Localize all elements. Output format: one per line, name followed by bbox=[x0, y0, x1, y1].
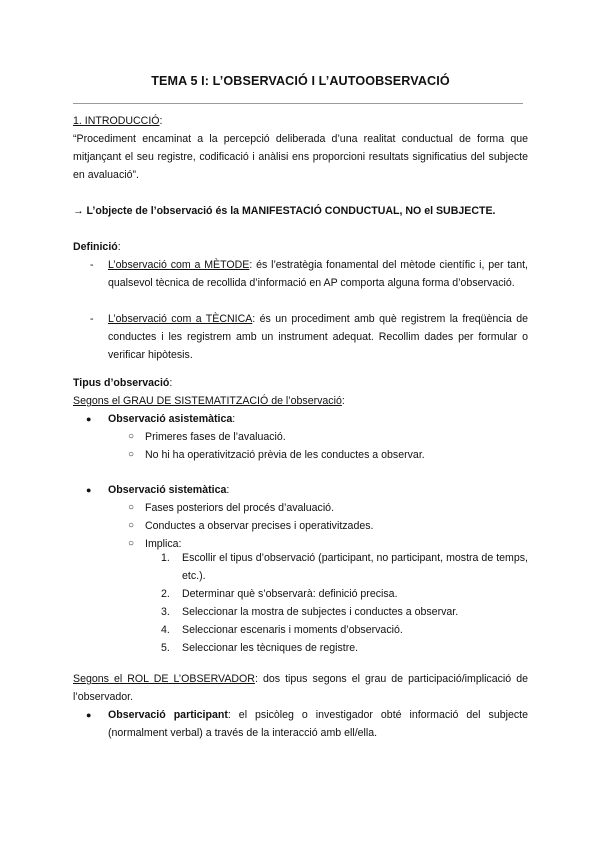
participant-label: Observació participant bbox=[108, 709, 228, 721]
asystematic-item bbox=[86, 410, 528, 428]
circle-marker: ○ bbox=[128, 520, 135, 531]
list-item bbox=[128, 517, 528, 535]
intro-heading: 1. INTRODUCCIÓ bbox=[73, 115, 160, 127]
definition-heading-line bbox=[73, 238, 528, 256]
step-text: Determinar què s’observarà: definició precisa. bbox=[182, 588, 398, 600]
list-item-text: Implica: bbox=[145, 538, 182, 550]
step-number: 5. bbox=[161, 642, 170, 654]
role-heading: Segons el ROL DE L’OBSERVADOR bbox=[73, 673, 255, 685]
systematization-heading: Segons el GRAU DE SISTEMATITZACIÓ de l’observació bbox=[73, 395, 342, 407]
circle-marker: ○ bbox=[128, 449, 135, 460]
numbered-step bbox=[161, 639, 528, 657]
systematization-heading-suffix: : bbox=[341, 395, 345, 407]
asystematic-label: Observació asistemàtica bbox=[108, 413, 233, 425]
list-item bbox=[128, 428, 528, 446]
participant-text: : el psicòleg o investigador obté informació del subjecte (normalment verbal) a través de la interacció amb ell/ella. bbox=[108, 709, 528, 739]
definition-item-method bbox=[90, 256, 528, 292]
numbered-step bbox=[161, 621, 528, 639]
step-text: Seleccionar les tècniques de registre. bbox=[182, 642, 359, 654]
step-number: 3. bbox=[161, 606, 170, 618]
dash-marker: - bbox=[90, 259, 94, 271]
definition-item-technique bbox=[90, 310, 528, 364]
types-heading-line bbox=[73, 374, 528, 392]
definition-term: L’observació com a MÈTODE bbox=[108, 259, 250, 271]
systematization-heading-line bbox=[73, 392, 528, 410]
role-text: : dos tipus segons el grau de participació/implicació de l’observador. bbox=[73, 673, 528, 703]
definition-heading: Definició bbox=[73, 241, 118, 253]
key-statement: → L’objecte de l’observació és la MANIFESTACIÓ CONDUCTUAL, NO el SUBJECTE. bbox=[73, 205, 496, 217]
step-number: 1. bbox=[161, 552, 170, 564]
list-item-text: Primeres fases de l’avaluació. bbox=[145, 431, 286, 443]
list-item-text: No hi ha operativització prèvia de les conductes a observar. bbox=[145, 449, 425, 461]
step-text: Seleccionar escenaris i moments d’observació. bbox=[182, 624, 403, 636]
list-item bbox=[128, 446, 528, 464]
circle-marker: ○ bbox=[128, 538, 135, 549]
types-heading: Tipus d’observació bbox=[73, 377, 170, 389]
numbered-step bbox=[161, 603, 528, 621]
numbered-step bbox=[161, 585, 528, 603]
circle-marker: ○ bbox=[128, 431, 135, 442]
dash-marker: - bbox=[90, 313, 94, 325]
step-text: Seleccionar la mostra de subjectes i conductes a observar. bbox=[182, 606, 459, 618]
systematic-item bbox=[86, 481, 528, 499]
list-item bbox=[128, 499, 528, 517]
step-text: Escollir el tipus d’observació (participant, no participant, mostra de temps, etc.). bbox=[182, 552, 528, 582]
asystematic-suffix: : bbox=[232, 413, 236, 425]
page-title: TEMA 5 I: L’OBSERVACIÓ I L’AUTOOBSERVACIÓ bbox=[151, 74, 450, 88]
participant-item bbox=[86, 706, 528, 742]
list-item-text: Conductes a observar precises i operativitzades. bbox=[145, 520, 374, 532]
list-item-text: Fases posteriors del procés d’avaluació. bbox=[145, 502, 335, 514]
definition-text: : és un procediment amb què registrem la freqüència de conductes i les registrem amb un instrument adequat. Recollim dades per formular o verificar hipòtesis. bbox=[108, 313, 528, 361]
definition-text: : és l’estratègia fonamental del mètode científic i, per tant, qualsevol tècnica de recollida d’informació en AP comporta alguna forma d’observació. bbox=[108, 259, 528, 289]
definition-heading-suffix: : bbox=[117, 241, 121, 253]
bullet-marker: ● bbox=[86, 710, 92, 720]
step-number: 4. bbox=[161, 624, 170, 636]
bullet-marker: ● bbox=[86, 485, 92, 495]
numbered-step bbox=[161, 549, 528, 585]
intro-heading-suffix: : bbox=[159, 115, 163, 127]
definition-term: L’observació com a TÈCNICA bbox=[108, 313, 253, 325]
intro-heading-line bbox=[73, 112, 528, 130]
role-paragraph bbox=[73, 670, 528, 706]
bullet-marker: ● bbox=[86, 414, 92, 424]
step-number: 2. bbox=[161, 588, 170, 600]
intro-quote: “Procediment encaminat a la percepció deliberada d’una realitat conductual de forma que mitjançant el seu registre, codificació i anàlisi ens proporcioni resultats significatius del subjecte en avaluació”. bbox=[73, 133, 528, 181]
systematic-suffix: : bbox=[226, 484, 230, 496]
title-divider bbox=[73, 103, 523, 104]
circle-marker: ○ bbox=[128, 502, 135, 513]
types-heading-suffix: : bbox=[169, 377, 173, 389]
systematic-label: Observació sistemàtica bbox=[108, 484, 227, 496]
